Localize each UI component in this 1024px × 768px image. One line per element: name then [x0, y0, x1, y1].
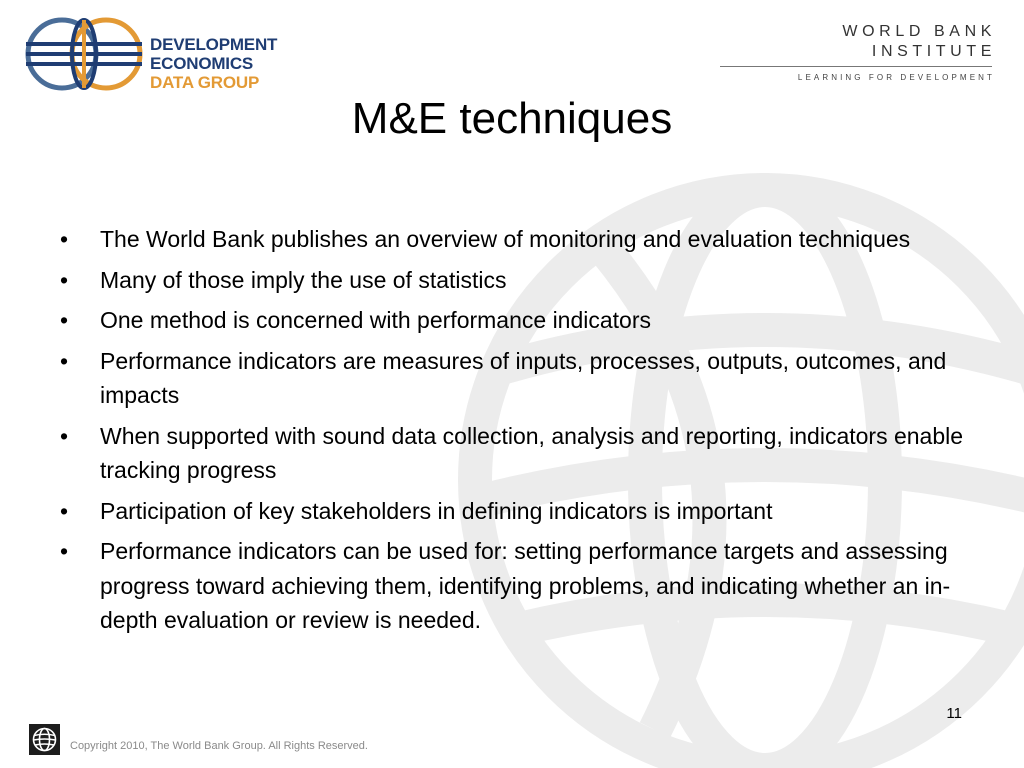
page-number: 11 [946, 705, 962, 722]
wbi-title: WORLD BANK INSTITUTE [842, 23, 996, 60]
slide-title: M&E techniques [351, 94, 673, 143]
world-bank-globe-icon [29, 724, 60, 755]
bullet-item [58, 222, 978, 257]
bullet-item [58, 263, 978, 298]
bullet-marker: • [60, 497, 69, 524]
bullet-marker: • [60, 307, 69, 333]
copyright-text: Copyright 2010, The World Bank Group. All Rights Reserved. [70, 740, 368, 752]
world-bank-institute-logo [720, 22, 996, 83]
bullet-item [58, 303, 978, 338]
bullet-text: The World Bank publishes an overview of monitoring and evaluation techniques [100, 226, 911, 252]
bullet-item [58, 344, 978, 413]
bullet-list [58, 222, 978, 644]
bullet-marker: • [60, 347, 69, 374]
bullet-item [58, 419, 978, 488]
bullet-marker: • [60, 538, 69, 564]
dedg-emblem-icon [22, 14, 146, 94]
dedg-line1: DEVELOPMENT ECONOMICS [150, 35, 278, 73]
bullet-marker: • [60, 226, 69, 252]
dedg-wordmark [150, 35, 352, 92]
bullet-text: Performance indicators can be used for: setting performance targets and assessing progress toward achieving them, identifying problems, and indicating whether an in-depth evaluation or review is needed. [100, 538, 951, 633]
wbi-divider [720, 66, 992, 67]
bullet-text: One method is concerned with performance indicators [100, 307, 652, 333]
bullet-item [58, 534, 978, 638]
dedg-line2: DATA GROUP [150, 73, 260, 92]
bullet-text: Performance indicators are measures of inputs, processes, outputs, outcomes, and impacts [100, 347, 947, 408]
bullet-text: Participation of key stakeholders in defining indicators is important [100, 497, 773, 524]
bullet-text: Many of those imply the use of statistics [100, 266, 507, 293]
bullet-item [58, 494, 978, 529]
bullet-marker: • [60, 266, 69, 293]
bullet-text: When supported with sound data collection, analysis and reporting, indicators enable tracking progress [100, 422, 964, 483]
wbi-subtitle: LEARNING FOR DEVELOPMENT [797, 73, 995, 82]
bullet-marker: • [60, 422, 69, 449]
development-economics-logo [22, 14, 352, 94]
